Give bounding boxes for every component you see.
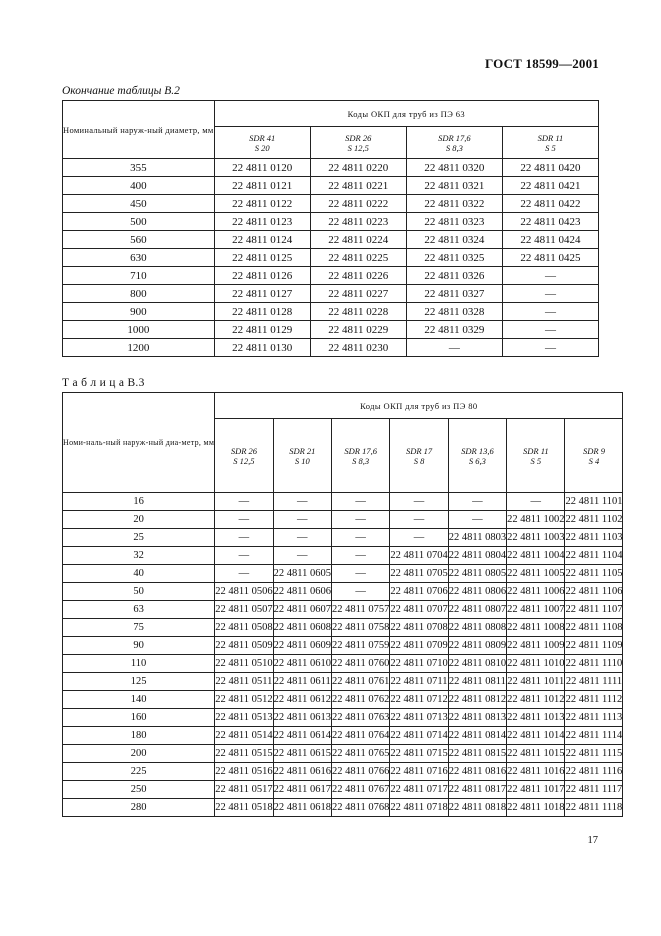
okp-code-cell: — — [502, 321, 598, 339]
okp-code-cell: 22 4811 1014 — [507, 727, 565, 745]
table-row — [63, 267, 599, 285]
okp-code-cell: 22 4811 0759 — [331, 637, 389, 655]
okp-code-cell: 22 4811 0714 — [390, 727, 448, 745]
okp-code-cell: — — [390, 493, 448, 511]
table-row — [63, 493, 623, 511]
okp-code-cell: 22 4811 0816 — [448, 763, 506, 781]
table2-caption: Т а б л и ц а В.3 — [62, 377, 145, 389]
table-row — [63, 565, 623, 583]
table-row — [63, 159, 599, 177]
okp-code-cell: 22 4811 0808 — [448, 619, 506, 637]
okp-code-cell: 22 4811 0717 — [390, 781, 448, 799]
okp-code-cell: 22 4811 0228 — [310, 303, 406, 321]
sdr-label: SDR 21 — [289, 445, 316, 456]
sdr-label: SDR 11 — [523, 445, 549, 456]
column-header — [310, 127, 406, 159]
diameter-cell: 280 — [63, 799, 215, 817]
okp-code-cell: 22 4811 1018 — [507, 799, 565, 817]
diameter-cell: 225 — [63, 763, 215, 781]
okp-code-cell: 22 4811 0226 — [310, 267, 406, 285]
sdr-label: SDR 11 — [537, 132, 564, 143]
okp-code-cell: 22 4811 0516 — [215, 763, 273, 781]
okp-code-cell: 22 4811 0326 — [406, 267, 502, 285]
okp-code-cell: 22 4811 1007 — [507, 601, 565, 619]
okp-code-cell: — — [273, 529, 331, 547]
okp-code-cell: 22 4811 0766 — [331, 763, 389, 781]
okp-code-cell: 22 4811 0321 — [406, 177, 502, 195]
okp-code-cell: 22 4811 1016 — [507, 763, 565, 781]
okp-code-cell: 22 4811 0509 — [215, 637, 273, 655]
okp-code-cell: 22 4811 0765 — [331, 745, 389, 763]
okp-code-cell: 22 4811 0617 — [273, 781, 331, 799]
okp-code-cell: — — [390, 511, 448, 529]
okp-code-cell: 22 4811 0120 — [214, 159, 310, 177]
diameter-cell: 710 — [63, 267, 215, 285]
table2-group-header: Коды ОКП для труб из ПЭ 80 — [215, 393, 623, 419]
okp-code-cell: 22 4811 0511 — [215, 673, 273, 691]
okp-code-cell: 22 4811 1017 — [507, 781, 565, 799]
okp-code-cell: 22 4811 0512 — [215, 691, 273, 709]
okp-code-cell: 22 4811 1107 — [565, 601, 623, 619]
okp-code-cell: 22 4811 0813 — [448, 709, 506, 727]
okp-code-cell: 22 4811 0515 — [215, 745, 273, 763]
okp-code-cell: 22 4811 1003 — [507, 529, 565, 547]
s-label: S 8 — [413, 455, 425, 466]
okp-code-cell: 22 4811 0424 — [502, 231, 598, 249]
okp-code-cell: 22 4811 1004 — [507, 547, 565, 565]
okp-code-cell: 22 4811 0767 — [331, 781, 389, 799]
okp-code-cell: 22 4811 1105 — [565, 565, 623, 583]
okp-code-cell: 22 4811 1010 — [507, 655, 565, 673]
okp-code-cell: 22 4811 0513 — [215, 709, 273, 727]
diameter-cell: 90 — [63, 637, 215, 655]
okp-code-cell: 22 4811 0708 — [390, 619, 448, 637]
diameter-cell: 180 — [63, 727, 215, 745]
okp-code-cell: 22 4811 0608 — [273, 619, 331, 637]
okp-code-cell: — — [390, 529, 448, 547]
okp-code-cell: 22 4811 0803 — [448, 529, 506, 547]
okp-code-cell: 22 4811 0225 — [310, 249, 406, 267]
okp-code-cell: 22 4811 0121 — [214, 177, 310, 195]
okp-code-cell: 22 4811 0710 — [390, 655, 448, 673]
okp-code-cell: 22 4811 0718 — [390, 799, 448, 817]
sdr-label: SDR 9 — [582, 445, 605, 456]
table-row — [63, 529, 623, 547]
okp-code-cell: 22 4811 0805 — [448, 565, 506, 583]
column-header — [215, 419, 273, 493]
okp-code-cell: 22 4811 0761 — [331, 673, 389, 691]
okp-code-cell: — — [331, 511, 389, 529]
okp-code-cell: 22 4811 0706 — [390, 583, 448, 601]
okp-code-cell: 22 4811 0129 — [214, 321, 310, 339]
okp-code-cell: 22 4811 0421 — [502, 177, 598, 195]
okp-code-cell: 22 4811 0809 — [448, 637, 506, 655]
okp-code-cell: 22 4811 0815 — [448, 745, 506, 763]
okp-code-cell: — — [331, 547, 389, 565]
diameter-cell: 20 — [63, 511, 215, 529]
okp-code-cell: 22 4811 0613 — [273, 709, 331, 727]
table-row — [63, 547, 623, 565]
sdr-label: SDR 13,6 — [461, 445, 494, 456]
column-header — [390, 419, 448, 493]
diameter-cell: 1200 — [63, 339, 215, 357]
diameter-cell: 32 — [63, 547, 215, 565]
s-label: S 10 — [294, 455, 310, 466]
s-label: S 5 — [530, 455, 542, 466]
okp-code-cell: 22 4811 0506 — [215, 583, 273, 601]
okp-code-cell: 22 4811 1111 — [565, 673, 623, 691]
okp-code-cell: 22 4811 0128 — [214, 303, 310, 321]
table-row — [63, 177, 599, 195]
okp-code-cell: 22 4811 0130 — [214, 339, 310, 357]
okp-code-cell: 22 4811 0127 — [214, 285, 310, 303]
table-row — [63, 339, 599, 357]
table-row — [63, 601, 623, 619]
okp-code-cell: 22 4811 1013 — [507, 709, 565, 727]
okp-code-cell: 22 4811 0422 — [502, 195, 598, 213]
table-row — [63, 727, 623, 745]
table-b3 — [62, 392, 623, 817]
okp-code-cell: 22 4811 0423 — [502, 213, 598, 231]
diameter-cell: 63 — [63, 601, 215, 619]
table-row — [63, 511, 623, 529]
okp-code-cell: 22 4811 0328 — [406, 303, 502, 321]
okp-code-cell: 22 4811 0615 — [273, 745, 331, 763]
okp-code-cell: 22 4811 0221 — [310, 177, 406, 195]
okp-code-cell: 22 4811 0224 — [310, 231, 406, 249]
okp-code-cell: 22 4811 1006 — [507, 583, 565, 601]
okp-code-cell: 22 4811 0123 — [214, 213, 310, 231]
okp-code-cell: 22 4811 1106 — [565, 583, 623, 601]
okp-code-cell: 22 4811 0810 — [448, 655, 506, 673]
diameter-cell: 75 — [63, 619, 215, 637]
okp-code-cell: 22 4811 1102 — [565, 511, 623, 529]
okp-code-cell: — — [215, 565, 273, 583]
okp-code-cell: — — [215, 547, 273, 565]
table-row — [63, 195, 599, 213]
column-header — [214, 127, 310, 159]
okp-code-cell: 22 4811 0704 — [390, 547, 448, 565]
okp-code-cell: — — [448, 493, 506, 511]
okp-code-cell: 22 4811 0607 — [273, 601, 331, 619]
okp-code-cell: — — [507, 493, 565, 511]
okp-code-cell: 22 4811 0709 — [390, 637, 448, 655]
okp-code-cell: 22 4811 0122 — [214, 195, 310, 213]
table-row — [63, 213, 599, 231]
table-row — [63, 745, 623, 763]
okp-code-cell: — — [331, 529, 389, 547]
okp-code-cell: 22 4811 0705 — [390, 565, 448, 583]
okp-code-cell: 22 4811 0814 — [448, 727, 506, 745]
okp-code-cell: — — [331, 565, 389, 583]
table2-row-header: Номи-наль-ный наруж-ный диа-метр, мм — [63, 393, 215, 493]
okp-code-cell: 22 4811 0223 — [310, 213, 406, 231]
okp-code-cell: 22 4811 0707 — [390, 601, 448, 619]
okp-code-cell: 22 4811 0510 — [215, 655, 273, 673]
okp-code-cell: 22 4811 0806 — [448, 583, 506, 601]
okp-code-cell: — — [273, 493, 331, 511]
column-header — [507, 419, 565, 493]
table-row — [63, 637, 623, 655]
okp-code-cell: 22 4811 0320 — [406, 159, 502, 177]
s-label: S 8,3 — [352, 455, 370, 466]
okp-code-cell: 22 4811 0606 — [273, 583, 331, 601]
s-label: S 6,3 — [468, 455, 486, 466]
s-label: S 20 — [254, 142, 270, 153]
sdr-label: SDR 17,6 — [438, 132, 471, 143]
sdr-label: SDR 17 — [405, 445, 433, 456]
table-row — [63, 285, 599, 303]
okp-code-cell: 22 4811 0425 — [502, 249, 598, 267]
okp-code-cell: 22 4811 0227 — [310, 285, 406, 303]
okp-code-cell: 22 4811 1117 — [565, 781, 623, 799]
okp-code-cell: 22 4811 1114 — [565, 727, 623, 745]
table-row — [63, 799, 623, 817]
okp-code-cell: 22 4811 0322 — [406, 195, 502, 213]
table-row — [63, 321, 599, 339]
okp-code-cell: 22 4811 0220 — [310, 159, 406, 177]
okp-code-cell: 22 4811 0610 — [273, 655, 331, 673]
okp-code-cell: 22 4811 0612 — [273, 691, 331, 709]
s-label: S 12,5 — [347, 142, 369, 153]
column-header — [331, 419, 389, 493]
diameter-cell: 40 — [63, 565, 215, 583]
table1-group-header: Коды ОКП для труб из ПЭ 63 — [214, 101, 598, 127]
okp-code-cell: 22 4811 0763 — [331, 709, 389, 727]
okp-code-cell: 22 4811 0609 — [273, 637, 331, 655]
okp-code-cell: 22 4811 0230 — [310, 339, 406, 357]
diameter-cell: 50 — [63, 583, 215, 601]
okp-code-cell: 22 4811 0222 — [310, 195, 406, 213]
okp-code-cell: — — [502, 285, 598, 303]
diameter-cell: 900 — [63, 303, 215, 321]
okp-code-cell: 22 4811 1109 — [565, 637, 623, 655]
okp-code-cell: 22 4811 0323 — [406, 213, 502, 231]
column-header — [273, 419, 331, 493]
table2-body — [63, 493, 623, 817]
okp-code-cell: 22 4811 0618 — [273, 799, 331, 817]
okp-code-cell: 22 4811 1005 — [507, 565, 565, 583]
okp-code-cell: 22 4811 0812 — [448, 691, 506, 709]
okp-code-cell: 22 4811 0811 — [448, 673, 506, 691]
okp-code-cell: 22 4811 1104 — [565, 547, 623, 565]
diameter-cell: 200 — [63, 745, 215, 763]
okp-code-cell: — — [448, 511, 506, 529]
okp-code-cell: 22 4811 0126 — [214, 267, 310, 285]
table-row — [63, 781, 623, 799]
table1-caption: Окончание таблицы В.2 — [62, 85, 180, 97]
column-header — [406, 127, 502, 159]
table-b2 — [62, 100, 599, 357]
okp-code-cell: — — [406, 339, 502, 357]
okp-code-cell: 22 4811 0324 — [406, 231, 502, 249]
okp-code-cell: 22 4811 1012 — [507, 691, 565, 709]
okp-code-cell: 22 4811 1011 — [507, 673, 565, 691]
okp-code-cell: — — [502, 267, 598, 285]
diameter-cell: 110 — [63, 655, 215, 673]
diameter-cell: 500 — [63, 213, 215, 231]
okp-code-cell: 22 4811 0508 — [215, 619, 273, 637]
okp-code-cell: 22 4811 1008 — [507, 619, 565, 637]
okp-code-cell: 22 4811 0807 — [448, 601, 506, 619]
diameter-cell: 630 — [63, 249, 215, 267]
sdr-label: SDR 26 — [230, 445, 258, 456]
s-label: S 5 — [545, 142, 556, 153]
okp-code-cell: 22 4811 0768 — [331, 799, 389, 817]
okp-code-cell: 22 4811 0760 — [331, 655, 389, 673]
diameter-cell: 355 — [63, 159, 215, 177]
s-label: S 12,5 — [233, 455, 255, 466]
table-row — [63, 655, 623, 673]
okp-code-cell: 22 4811 0514 — [215, 727, 273, 745]
okp-code-cell: 22 4811 0518 — [215, 799, 273, 817]
diameter-cell: 400 — [63, 177, 215, 195]
okp-code-cell: 22 4811 0616 — [273, 763, 331, 781]
okp-code-cell: 22 4811 0420 — [502, 159, 598, 177]
okp-code-cell: 22 4811 1112 — [565, 691, 623, 709]
okp-code-cell: 22 4811 1115 — [565, 745, 623, 763]
sdr-label: SDR 17,6 — [344, 445, 377, 456]
column-header — [502, 127, 598, 159]
diameter-cell: 250 — [63, 781, 215, 799]
okp-code-cell: 22 4811 0507 — [215, 601, 273, 619]
okp-code-cell: — — [215, 529, 273, 547]
table-row — [63, 673, 623, 691]
table-row — [63, 619, 623, 637]
okp-code-cell: 22 4811 0762 — [331, 691, 389, 709]
okp-code-cell: 22 4811 0605 — [273, 565, 331, 583]
okp-code-cell: 22 4811 0715 — [390, 745, 448, 763]
okp-code-cell: — — [215, 493, 273, 511]
okp-code-cell: 22 4811 0764 — [331, 727, 389, 745]
table-row — [63, 763, 623, 781]
okp-code-cell: 22 4811 0611 — [273, 673, 331, 691]
okp-code-cell: — — [502, 303, 598, 321]
page-number: 17 — [587, 835, 598, 846]
okp-code-cell: 22 4811 0329 — [406, 321, 502, 339]
okp-code-cell: 22 4811 0804 — [448, 547, 506, 565]
diameter-cell: 25 — [63, 529, 215, 547]
okp-code-cell: 22 4811 1101 — [565, 493, 623, 511]
table1-body — [63, 159, 599, 357]
sdr-label: SDR 26 — [345, 132, 372, 143]
okp-code-cell: — — [273, 547, 331, 565]
okp-code-cell: — — [273, 511, 331, 529]
okp-code-cell: 22 4811 0711 — [390, 673, 448, 691]
s-label: S 8,3 — [445, 142, 463, 153]
diameter-cell: 125 — [63, 673, 215, 691]
okp-code-cell: 22 4811 1118 — [565, 799, 623, 817]
table-row — [63, 249, 599, 267]
okp-code-cell: 22 4811 1116 — [565, 763, 623, 781]
diameter-cell: 800 — [63, 285, 215, 303]
okp-code-cell: 22 4811 0124 — [214, 231, 310, 249]
column-header — [448, 419, 506, 493]
okp-code-cell: 22 4811 0713 — [390, 709, 448, 727]
diameter-cell: 560 — [63, 231, 215, 249]
okp-code-cell: 22 4811 1009 — [507, 637, 565, 655]
column-header — [565, 419, 623, 493]
diameter-cell: 450 — [63, 195, 215, 213]
diameter-cell: 160 — [63, 709, 215, 727]
okp-code-cell: 22 4811 0614 — [273, 727, 331, 745]
table-row — [63, 303, 599, 321]
table-row — [63, 231, 599, 249]
okp-code-cell: — — [331, 583, 389, 601]
okp-code-cell: 22 4811 0229 — [310, 321, 406, 339]
okp-code-cell: 22 4811 0758 — [331, 619, 389, 637]
okp-code-cell: 22 4811 0817 — [448, 781, 506, 799]
okp-code-cell: 22 4811 1110 — [565, 655, 623, 673]
okp-code-cell: 22 4811 0327 — [406, 285, 502, 303]
okp-code-cell: 22 4811 1108 — [565, 619, 623, 637]
okp-code-cell: 22 4811 0757 — [331, 601, 389, 619]
table1-row-header: Номинальный наруж-ный диаметр, мм — [63, 101, 215, 159]
diameter-cell: 140 — [63, 691, 215, 709]
okp-code-cell: 22 4811 0712 — [390, 691, 448, 709]
okp-code-cell: 22 4811 1002 — [507, 511, 565, 529]
okp-code-cell: — — [215, 511, 273, 529]
s-label: S 4 — [588, 455, 600, 466]
okp-code-cell: — — [331, 493, 389, 511]
table-row — [63, 583, 623, 601]
okp-code-cell: 22 4811 1113 — [565, 709, 623, 727]
okp-code-cell: 22 4811 1015 — [507, 745, 565, 763]
okp-code-cell: 22 4811 0716 — [390, 763, 448, 781]
okp-code-cell: 22 4811 0125 — [214, 249, 310, 267]
okp-code-cell: 22 4811 0818 — [448, 799, 506, 817]
table-row — [63, 691, 623, 709]
diameter-cell: 16 — [63, 493, 215, 511]
diameter-cell: 1000 — [63, 321, 215, 339]
table-row — [63, 709, 623, 727]
okp-code-cell: 22 4811 0325 — [406, 249, 502, 267]
okp-code-cell: 22 4811 0517 — [215, 781, 273, 799]
standard-title: ГОСТ 18599—2001 — [484, 56, 599, 71]
okp-code-cell: — — [502, 339, 598, 357]
sdr-label: SDR 41 — [249, 132, 276, 143]
okp-code-cell: 22 4811 1103 — [565, 529, 623, 547]
